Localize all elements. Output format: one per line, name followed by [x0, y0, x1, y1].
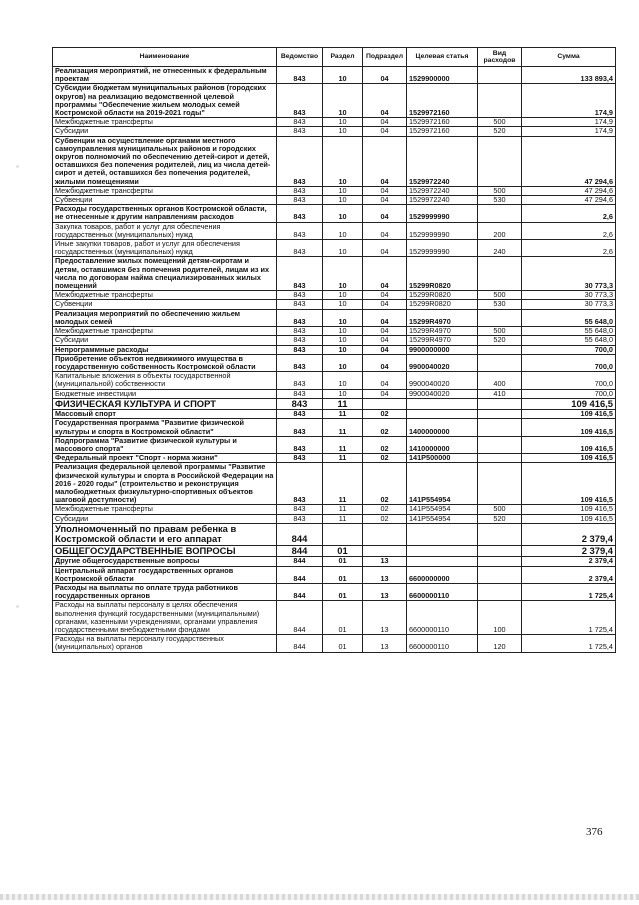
row-amount-cell: 174,9 — [522, 118, 616, 127]
row-amount-cell: 30 773,3 — [522, 291, 616, 300]
table-row — [53, 523, 616, 545]
row-subsection-cell: 04 — [363, 327, 407, 336]
row-department-cell: 843 — [277, 345, 323, 354]
row-expense-type-cell: 200 — [478, 222, 522, 239]
row-name-cell: Предоставление жилых помещений детям-сиротам и детям, оставшимся без попечения родителей, лицам из их числа по договорам найма специализированных жилых помещений — [53, 257, 277, 291]
row-target-article-cell: 1400000000 — [407, 419, 478, 436]
row-name-cell: ОБЩЕГОСУДАРСТВЕННЫЕ ВОПРОСЫ — [53, 545, 277, 557]
row-name-cell: Межбюджетные трансферты — [53, 291, 277, 300]
row-amount-cell: 109 416,5 — [522, 398, 616, 410]
row-section-cell: 10 — [323, 118, 363, 127]
row-section-cell: 11 — [323, 398, 363, 410]
row-section-cell: 10 — [323, 309, 363, 326]
row-department-cell: 844 — [277, 545, 323, 557]
row-department-cell: 843 — [277, 372, 323, 389]
table-row — [53, 398, 616, 410]
row-section-cell: 10 — [323, 127, 363, 136]
row-expense-type-cell: 530 — [478, 300, 522, 309]
punch-hole-mark — [16, 165, 19, 168]
table-row — [53, 635, 616, 652]
row-name-cell: Закупка товаров, работ и услуг для обеспечения государственных (муниципальных) нужд — [53, 222, 277, 239]
row-name-cell: Субвенции — [53, 300, 277, 309]
row-department-cell: 843 — [277, 84, 323, 118]
row-target-article-cell: 141P500000 — [407, 454, 478, 463]
row-amount-cell: 55 648,0 — [522, 327, 616, 336]
row-section-cell: 01 — [323, 545, 363, 557]
row-expense-type-cell: 520 — [478, 127, 522, 136]
budget-table — [52, 47, 616, 653]
row-subsection-cell: 04 — [363, 222, 407, 239]
row-section-cell: 10 — [323, 205, 363, 222]
row-amount-cell: 174,9 — [522, 84, 616, 118]
row-expense-type-cell: 520 — [478, 514, 522, 523]
row-name-cell: Расходы на выплаты персоналу в целях обеспечения выполнения функций государственными (муниципальными) органами, казенными учреждениями, органами управления государственными внебюджетными фондами — [53, 601, 277, 635]
row-section-cell: 10 — [323, 336, 363, 345]
row-expense-type-cell: 500 — [478, 327, 522, 336]
row-section-cell: 01 — [323, 557, 363, 566]
row-section-cell — [323, 523, 363, 545]
row-section-cell: 10 — [323, 222, 363, 239]
row-subsection-cell: 04 — [363, 389, 407, 398]
row-name-cell: Реализация мероприятий, не отнесенных к федеральным проектам — [53, 67, 277, 84]
table-header-row — [53, 48, 616, 67]
row-amount-cell: 109 416,5 — [522, 436, 616, 453]
row-section-cell: 10 — [323, 327, 363, 336]
row-target-article-cell: 1529900000 — [407, 67, 478, 84]
row-section-cell: 01 — [323, 566, 363, 583]
row-subsection-cell: 13 — [363, 583, 407, 600]
row-expense-type-cell — [478, 419, 522, 436]
col-header-expense-type: Вид расходов — [478, 48, 522, 67]
row-amount-cell: 47 294,6 — [522, 196, 616, 205]
row-department-cell: 843 — [277, 336, 323, 345]
row-amount-cell: 700,0 — [522, 345, 616, 354]
table-row — [53, 136, 616, 186]
row-expense-type-cell — [478, 436, 522, 453]
row-target-article-cell: 6600000000 — [407, 566, 478, 583]
row-name-cell: Подпрограмма "Развитие физической культуры и массового спорта" — [53, 436, 277, 453]
row-subsection-cell: 04 — [363, 186, 407, 195]
page-number: 376 — [586, 826, 603, 838]
row-target-article-cell: 15299R0820 — [407, 291, 478, 300]
row-section-cell: 11 — [323, 463, 363, 505]
row-subsection-cell — [363, 545, 407, 557]
row-subsection-cell: 04 — [363, 336, 407, 345]
row-name-cell: Другие общегосударственные вопросы — [53, 557, 277, 566]
row-section-cell: 01 — [323, 635, 363, 652]
row-name-cell: Расходы на выплаты по оплате труда работников государственных органов — [53, 583, 277, 600]
row-section-cell: 10 — [323, 345, 363, 354]
row-target-article-cell: 1529972240 — [407, 186, 478, 195]
row-subsection-cell: 04 — [363, 196, 407, 205]
col-header-amount: Сумма — [522, 48, 616, 67]
row-department-cell: 843 — [277, 410, 323, 419]
row-section-cell: 10 — [323, 67, 363, 84]
row-amount-cell: 109 416,5 — [522, 454, 616, 463]
table-row — [53, 205, 616, 222]
row-department-cell: 843 — [277, 136, 323, 186]
row-section-cell: 11 — [323, 436, 363, 453]
row-department-cell: 843 — [277, 196, 323, 205]
row-subsection-cell: 02 — [363, 454, 407, 463]
row-section-cell: 10 — [323, 300, 363, 309]
row-subsection-cell: 04 — [363, 300, 407, 309]
row-subsection-cell: 04 — [363, 257, 407, 291]
row-name-cell: Реализация федеральной целевой программы "Развитие физической культуры и спорта в Российской Федерации на 2016 - 2020 годы" (строительство и реконструкция малобюджетных физкультурно-спортивных объектов шаговой доступности) — [53, 463, 277, 505]
table-row — [53, 222, 616, 239]
table-row — [53, 309, 616, 326]
row-amount-cell: 30 773,3 — [522, 257, 616, 291]
table-row — [53, 566, 616, 583]
row-expense-type-cell — [478, 566, 522, 583]
row-amount-cell: 109 416,5 — [522, 514, 616, 523]
row-expense-type-cell — [478, 398, 522, 410]
row-name-cell: Межбюджетные трансферты — [53, 505, 277, 514]
row-target-article-cell: 15299R0820 — [407, 300, 478, 309]
row-section-cell: 10 — [323, 186, 363, 195]
row-expense-type-cell: 500 — [478, 291, 522, 300]
row-target-article-cell: 141P554954 — [407, 505, 478, 514]
row-subsection-cell: 04 — [363, 345, 407, 354]
row-target-article-cell: 6600000110 — [407, 635, 478, 652]
row-department-cell: 843 — [277, 419, 323, 436]
row-section-cell: 01 — [323, 583, 363, 600]
row-expense-type-cell: 500 — [478, 186, 522, 195]
row-expense-type-cell: 530 — [478, 196, 522, 205]
row-department-cell: 843 — [277, 309, 323, 326]
row-name-cell: Массовый спорт — [53, 410, 277, 419]
row-department-cell: 843 — [277, 186, 323, 195]
row-expense-type-cell — [478, 136, 522, 186]
row-name-cell: Государственная программа "Развитие физической культуры и спорта в Костромской области" — [53, 419, 277, 436]
row-subsection-cell: 04 — [363, 291, 407, 300]
row-department-cell: 843 — [277, 222, 323, 239]
row-name-cell: Субсидии бюджетам муниципальных районов (городских округов) на реализацию ведомственной целевой программы "Обеспечение жильем молодых семей Костромской области на 2019-2021 годы" — [53, 84, 277, 118]
col-header-department: Ведомство — [277, 48, 323, 67]
row-department-cell: 843 — [277, 354, 323, 371]
row-department-cell: 844 — [277, 566, 323, 583]
row-name-cell: Реализация мероприятий по обеспечению жильем молодых семей — [53, 309, 277, 326]
row-name-cell: Федеральный проект "Спорт - норма жизни" — [53, 454, 277, 463]
row-name-cell: Субвенции на осуществление органами местного самоуправления муниципальных районов и городских округов полномочий по обеспечению детей-сирот и детей, оставшихся без попечения родителей, лиц из числа детей-сирот и детей, оставшихся без попечения родителей, жилыми помещениями — [53, 136, 277, 186]
row-department-cell: 843 — [277, 463, 323, 505]
row-target-article-cell — [407, 557, 478, 566]
row-department-cell: 844 — [277, 635, 323, 652]
row-target-article-cell: 1529999990 — [407, 222, 478, 239]
row-expense-type-cell — [478, 557, 522, 566]
row-subsection-cell: 04 — [363, 240, 407, 257]
col-header-name: Наименование — [53, 48, 277, 67]
row-expense-type-cell — [478, 463, 522, 505]
row-target-article-cell: 1529972160 — [407, 84, 478, 118]
row-target-article-cell: 1410000000 — [407, 436, 478, 453]
row-name-cell: Межбюджетные трансферты — [53, 327, 277, 336]
row-target-article-cell: 6600000110 — [407, 601, 478, 635]
row-subsection-cell: 04 — [363, 205, 407, 222]
table-row — [53, 345, 616, 354]
row-department-cell: 843 — [277, 327, 323, 336]
row-subsection-cell: 02 — [363, 505, 407, 514]
row-department-cell: 843 — [277, 454, 323, 463]
table-body — [53, 67, 616, 653]
row-department-cell: 843 — [277, 436, 323, 453]
row-amount-cell: 1 725,4 — [522, 583, 616, 600]
row-subsection-cell: 13 — [363, 566, 407, 583]
row-name-cell: Субсидии — [53, 514, 277, 523]
row-name-cell: Межбюджетные трансферты — [53, 186, 277, 195]
row-expense-type-cell — [478, 523, 522, 545]
row-target-article-cell: 1529972240 — [407, 136, 478, 186]
table-row — [53, 436, 616, 453]
table-row — [53, 118, 616, 127]
table-row — [53, 327, 616, 336]
table-row — [53, 514, 616, 523]
row-subsection-cell: 04 — [363, 84, 407, 118]
row-section-cell: 10 — [323, 291, 363, 300]
row-expense-type-cell — [478, 454, 522, 463]
row-target-article-cell: 9900000000 — [407, 345, 478, 354]
row-department-cell: 843 — [277, 300, 323, 309]
row-expense-type-cell: 120 — [478, 635, 522, 652]
row-subsection-cell: 02 — [363, 514, 407, 523]
row-amount-cell: 55 648,0 — [522, 309, 616, 326]
table-row — [53, 257, 616, 291]
row-department-cell: 843 — [277, 240, 323, 257]
row-target-article-cell — [407, 545, 478, 557]
row-target-article-cell: 1529999990 — [407, 205, 478, 222]
col-header-section: Раздел — [323, 48, 363, 67]
row-name-cell: Межбюджетные трансферты — [53, 118, 277, 127]
row-subsection-cell: 04 — [363, 118, 407, 127]
row-expense-type-cell — [478, 309, 522, 326]
row-amount-cell: 2 379,4 — [522, 545, 616, 557]
row-amount-cell: 109 416,5 — [522, 419, 616, 436]
row-department-cell: 844 — [277, 583, 323, 600]
table-row — [53, 389, 616, 398]
row-section-cell: 11 — [323, 454, 363, 463]
row-department-cell: 843 — [277, 389, 323, 398]
row-section-cell: 10 — [323, 354, 363, 371]
row-section-cell: 10 — [323, 136, 363, 186]
row-amount-cell: 700,0 — [522, 372, 616, 389]
row-department-cell: 843 — [277, 205, 323, 222]
table-row — [53, 67, 616, 84]
row-amount-cell: 55 648,0 — [522, 336, 616, 345]
row-subsection-cell: 02 — [363, 436, 407, 453]
row-name-cell: Центральный аппарат государственных органов Костромской области — [53, 566, 277, 583]
row-target-article-cell: 1529999990 — [407, 240, 478, 257]
budget-document — [52, 47, 615, 653]
row-department-cell: 843 — [277, 398, 323, 410]
row-subsection-cell: 02 — [363, 463, 407, 505]
table-row — [53, 557, 616, 566]
row-subsection-cell: 04 — [363, 136, 407, 186]
row-expense-type-cell: 410 — [478, 389, 522, 398]
row-name-cell: Приобретение объектов недвижимого имущества в государственную собственность Костромской области — [53, 354, 277, 371]
col-header-target-article: Целевая статья — [407, 48, 478, 67]
row-name-cell: Уполномоченный по правам ребенка в Костромской области и его аппарат — [53, 523, 277, 545]
row-amount-cell: 47 294,6 — [522, 186, 616, 195]
scan-bottom-edge — [0, 894, 639, 900]
row-section-cell: 11 — [323, 419, 363, 436]
row-subsection-cell: 04 — [363, 309, 407, 326]
row-name-cell: ФИЗИЧЕСКАЯ КУЛЬТУРА И СПОРТ — [53, 398, 277, 410]
row-name-cell: Субсидии — [53, 127, 277, 136]
row-expense-type-cell — [478, 67, 522, 84]
table-row — [53, 186, 616, 195]
row-department-cell: 844 — [277, 601, 323, 635]
row-target-article-cell — [407, 523, 478, 545]
row-section-cell: 10 — [323, 372, 363, 389]
row-subsection-cell: 04 — [363, 354, 407, 371]
row-name-cell: Субсидии — [53, 336, 277, 345]
row-section-cell: 10 — [323, 389, 363, 398]
row-target-article-cell: 1529972160 — [407, 118, 478, 127]
row-section-cell: 01 — [323, 601, 363, 635]
table-row — [53, 372, 616, 389]
row-amount-cell: 174,9 — [522, 127, 616, 136]
row-target-article-cell: 1529972160 — [407, 127, 478, 136]
row-expense-type-cell — [478, 354, 522, 371]
row-amount-cell: 700,0 — [522, 354, 616, 371]
row-expense-type-cell: 100 — [478, 601, 522, 635]
row-amount-cell: 2 379,4 — [522, 523, 616, 545]
row-department-cell: 843 — [277, 118, 323, 127]
row-section-cell: 10 — [323, 84, 363, 118]
row-subsection-cell — [363, 398, 407, 410]
row-subsection-cell: 13 — [363, 601, 407, 635]
table-row — [53, 545, 616, 557]
row-expense-type-cell — [478, 583, 522, 600]
row-subsection-cell: 04 — [363, 67, 407, 84]
row-amount-cell: 30 773,3 — [522, 300, 616, 309]
row-expense-type-cell: 240 — [478, 240, 522, 257]
row-target-article-cell: 15299R4970 — [407, 309, 478, 326]
row-amount-cell: 109 416,5 — [522, 505, 616, 514]
row-target-article-cell: 9900040020 — [407, 354, 478, 371]
row-department-cell: 843 — [277, 505, 323, 514]
row-amount-cell: 2,6 — [522, 240, 616, 257]
row-department-cell: 844 — [277, 557, 323, 566]
table-row — [53, 240, 616, 257]
row-expense-type-cell — [478, 205, 522, 222]
row-name-cell: Бюджетные инвестиции — [53, 389, 277, 398]
row-expense-type-cell — [478, 545, 522, 557]
table-row — [53, 300, 616, 309]
row-target-article-cell — [407, 398, 478, 410]
table-row — [53, 505, 616, 514]
row-amount-cell: 1 725,4 — [522, 635, 616, 652]
row-name-cell: Расходы на выплаты персоналу государственных (муниципальных) органов — [53, 635, 277, 652]
row-amount-cell: 2,6 — [522, 222, 616, 239]
row-amount-cell: 2,6 — [522, 205, 616, 222]
row-department-cell: 843 — [277, 67, 323, 84]
row-name-cell: Субвенции — [53, 196, 277, 205]
row-expense-type-cell: 400 — [478, 372, 522, 389]
table-row — [53, 463, 616, 505]
row-amount-cell: 2 379,4 — [522, 566, 616, 583]
row-amount-cell: 133 893,4 — [522, 67, 616, 84]
row-expense-type-cell — [478, 410, 522, 419]
row-expense-type-cell — [478, 345, 522, 354]
row-subsection-cell: 13 — [363, 557, 407, 566]
table-row — [53, 583, 616, 600]
row-expense-type-cell: 500 — [478, 118, 522, 127]
table-row — [53, 84, 616, 118]
row-section-cell: 11 — [323, 410, 363, 419]
row-name-cell: Непрограммные расходы — [53, 345, 277, 354]
row-target-article-cell: 1529972240 — [407, 196, 478, 205]
row-subsection-cell: 04 — [363, 372, 407, 389]
row-target-article-cell: 15299R4970 — [407, 327, 478, 336]
row-subsection-cell: 02 — [363, 419, 407, 436]
row-department-cell: 844 — [277, 523, 323, 545]
row-section-cell: 10 — [323, 196, 363, 205]
row-amount-cell: 2 379,4 — [522, 557, 616, 566]
row-subsection-cell: 13 — [363, 635, 407, 652]
row-target-article-cell: 15299R4970 — [407, 336, 478, 345]
row-target-article-cell: 141P554954 — [407, 514, 478, 523]
col-header-subsection: Подраздел — [363, 48, 407, 67]
row-department-cell: 843 — [277, 257, 323, 291]
row-section-cell: 11 — [323, 505, 363, 514]
row-subsection-cell: 02 — [363, 410, 407, 419]
row-section-cell: 11 — [323, 514, 363, 523]
table-row — [53, 419, 616, 436]
row-name-cell: Капитальные вложения в объекты государственной (муниципальной) собственности — [53, 372, 277, 389]
row-target-article-cell: 9900040020 — [407, 389, 478, 398]
row-amount-cell: 109 416,5 — [522, 463, 616, 505]
punch-hole-mark — [16, 605, 19, 608]
row-expense-type-cell — [478, 257, 522, 291]
row-amount-cell: 47 294,6 — [522, 136, 616, 186]
row-expense-type-cell: 520 — [478, 336, 522, 345]
row-amount-cell: 700,0 — [522, 389, 616, 398]
table-row — [53, 291, 616, 300]
row-target-article-cell: 6600000110 — [407, 583, 478, 600]
row-subsection-cell — [363, 523, 407, 545]
table-row — [53, 336, 616, 345]
row-amount-cell: 1 725,4 — [522, 601, 616, 635]
row-department-cell: 843 — [277, 514, 323, 523]
row-name-cell: Иные закупки товаров, работ и услуг для обеспечения государственных (муниципальных) нужд — [53, 240, 277, 257]
table-row — [53, 601, 616, 635]
row-expense-type-cell: 500 — [478, 505, 522, 514]
row-amount-cell: 109 416,5 — [522, 410, 616, 419]
row-target-article-cell: 15299R0820 — [407, 257, 478, 291]
row-expense-type-cell — [478, 84, 522, 118]
row-department-cell: 843 — [277, 127, 323, 136]
table-row — [53, 354, 616, 371]
row-section-cell: 10 — [323, 257, 363, 291]
table-row — [53, 127, 616, 136]
row-name-cell: Расходы государственных органов Костромской области, не отнесенные к другим направлениям расходов — [53, 205, 277, 222]
row-section-cell: 10 — [323, 240, 363, 257]
row-target-article-cell — [407, 410, 478, 419]
row-target-article-cell: 141P554954 — [407, 463, 478, 505]
row-subsection-cell: 04 — [363, 127, 407, 136]
row-target-article-cell: 9900040020 — [407, 372, 478, 389]
row-department-cell: 843 — [277, 291, 323, 300]
